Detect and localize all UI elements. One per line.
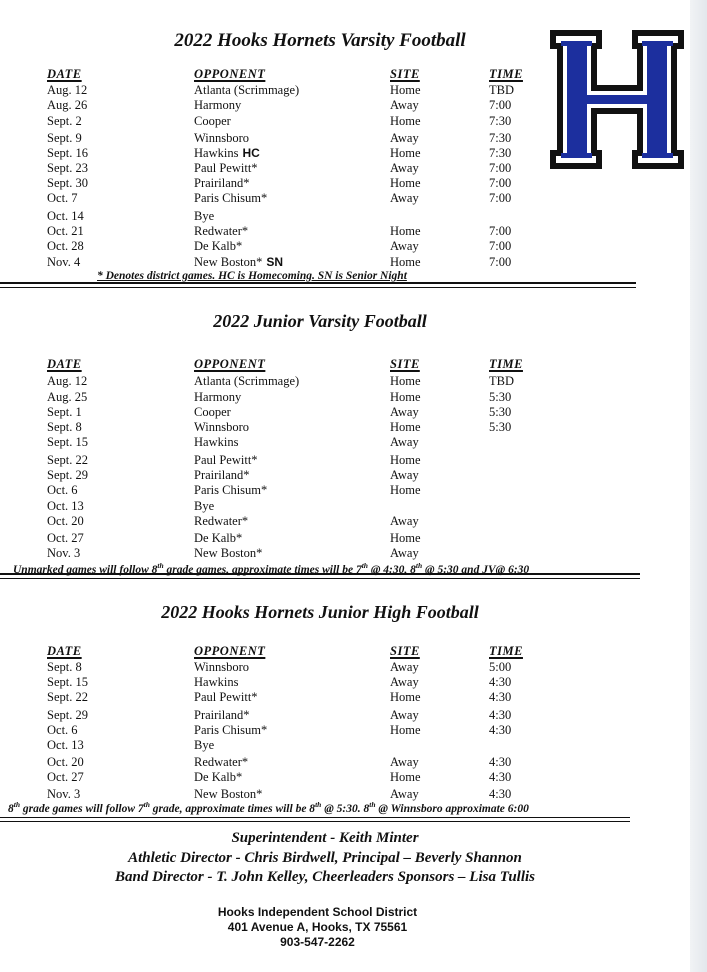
table-row	[0, 114, 690, 129]
date-cell: Oct. 13	[47, 738, 84, 752]
site-cell: Away	[390, 708, 419, 722]
opponent-cell: Redwater*	[194, 755, 249, 769]
opponent-cell: Paris Chisum*	[194, 191, 268, 205]
time-header: TIME	[489, 644, 523, 658]
divider	[0, 821, 630, 822]
divider	[0, 282, 636, 284]
table-row	[0, 499, 690, 514]
varsity-title: 2022 Hooks Hornets Varsity Football	[174, 30, 466, 51]
opponent-cell: Paris Chisum*	[194, 723, 268, 737]
table-row	[0, 146, 690, 161]
date-cell: Oct. 27	[47, 531, 84, 545]
table-row	[0, 161, 690, 176]
opponent-cell: Paul Pewitt*	[194, 690, 258, 704]
time-cell: 4:30	[489, 770, 512, 784]
band-director-line: Band Director - T. John Kelley, Cheerleaders Sponsors – Lisa Tullis	[114, 869, 536, 885]
note-text: grade games will follow 7	[20, 802, 144, 815]
opponent-cell: Prairiland*	[194, 176, 250, 190]
opponent-cell: Winnsboro	[194, 660, 250, 674]
note-text: grade games, approximate times will be 7	[163, 563, 362, 576]
superintendent-line: Superintendent - Keith Minter	[231, 830, 419, 846]
ordinal-suffix: th	[369, 800, 376, 809]
time-header: TIME	[489, 357, 523, 371]
time-cell: 4:30	[489, 690, 512, 704]
site-cell: Away	[390, 161, 419, 175]
opponent-cell: Hawkins	[194, 675, 239, 689]
note-text: Unmarked games will follow 8	[13, 563, 158, 576]
site-cell: Away	[390, 755, 419, 769]
time-cell: TBD	[489, 83, 514, 97]
ordinal-suffix: th	[361, 561, 368, 570]
divider	[0, 817, 630, 818]
site-cell: Home	[390, 453, 421, 467]
opponent-cell: Harmony	[194, 390, 242, 404]
time-cell: 7:00	[489, 224, 512, 238]
site-cell: Away	[390, 787, 419, 801]
opponent-cell: Prairiland*	[194, 468, 250, 482]
time-cell: 4:30	[489, 723, 512, 737]
school-address: 401 Avenue A, Hooks, TX 75561	[227, 920, 408, 934]
site-cell: Away	[390, 435, 419, 449]
date-cell: Oct. 28	[47, 239, 84, 253]
site-cell: Home	[390, 390, 421, 404]
table-row	[0, 468, 690, 483]
date-cell: Sept. 30	[47, 176, 88, 190]
site-cell: Home	[390, 83, 421, 97]
table-row	[0, 531, 690, 546]
opponent-header: OPPONENT	[194, 357, 266, 371]
date-cell: Sept. 22	[47, 453, 88, 467]
table-row	[0, 660, 690, 675]
site-cell: Home	[390, 224, 421, 238]
school-phone: 903-547-2262	[280, 935, 355, 949]
note-text: @ 5:30 and JV@ 6:30	[422, 563, 530, 576]
time-cell: 5:00	[489, 660, 512, 674]
time-cell: 7:00	[489, 161, 512, 175]
opponent-cell: Cooper	[194, 405, 231, 419]
date-cell: Sept. 8	[47, 420, 82, 434]
table-row	[0, 420, 690, 435]
date-cell: Oct. 13	[47, 499, 84, 513]
table-header	[0, 357, 690, 372]
opponent-cell: Redwater*	[194, 224, 249, 238]
opponent-cell: Bye	[194, 738, 215, 752]
date-cell: Sept. 23	[47, 161, 88, 175]
date-cell: Oct. 6	[47, 723, 78, 737]
site-cell: Home	[390, 146, 421, 160]
date-cell: Sept. 9	[47, 131, 82, 145]
opponent-cell: Bye	[194, 209, 215, 223]
date-cell: Sept. 22	[47, 690, 88, 704]
site-cell: Away	[390, 514, 419, 528]
jv-title: 2022 Junior Varsity Football	[213, 311, 427, 331]
site-cell: Home	[390, 723, 421, 737]
divider	[0, 578, 640, 579]
date-cell: Oct. 6	[47, 483, 78, 497]
site-header: SITE	[390, 357, 420, 371]
date-cell: Oct. 20	[47, 755, 84, 769]
ordinal-suffix: th	[415, 561, 423, 570]
table-row	[0, 755, 690, 770]
opponent-cell	[194, 146, 260, 161]
time-cell: 4:30	[489, 708, 512, 722]
time-cell: 5:30	[489, 420, 512, 434]
table-row	[0, 723, 690, 738]
site-cell: Away	[390, 546, 419, 560]
date-cell: Aug. 12	[47, 374, 88, 388]
site-cell: Away	[390, 98, 419, 112]
site-cell: Home	[390, 483, 421, 497]
date-cell: Aug. 26	[47, 98, 88, 112]
note-text: @ Winnsboro approximate 6:00	[375, 802, 529, 815]
note-text: @ 4:30, 8	[367, 563, 416, 576]
page-edge-shadow	[690, 0, 707, 972]
table-row	[0, 453, 690, 468]
opponent-header: OPPONENT	[194, 644, 266, 658]
time-cell: 7:00	[489, 191, 512, 205]
table-row	[0, 483, 690, 498]
date-cell: Oct. 14	[47, 209, 84, 223]
opponent-cell: De Kalb*	[194, 239, 243, 253]
site-header: SITE	[390, 67, 420, 81]
date-cell: Sept. 29	[47, 708, 88, 722]
table-header	[0, 67, 690, 82]
divider	[0, 573, 640, 575]
table-row	[0, 546, 690, 561]
jh-footnote	[8, 800, 529, 815]
note-text: @ 5:30. 8	[321, 802, 370, 815]
table-row	[0, 98, 690, 113]
time-cell: 5:30	[489, 390, 512, 404]
table-row	[0, 131, 690, 146]
site-cell: Away	[390, 131, 419, 145]
school-district-name: Hooks Independent School District	[217, 905, 418, 919]
date-cell: Oct. 27	[47, 770, 84, 784]
opponent-cell: Harmony	[194, 98, 242, 112]
jh-title: 2022 Hooks Hornets Junior High Football	[161, 602, 479, 622]
note-text: 8	[8, 802, 14, 815]
varsity-footnote: * Denotes district games. HC is Homecoming. SN is Senior Night	[97, 270, 407, 282]
date-header: DATE	[47, 357, 82, 371]
date-cell: Sept. 8	[47, 660, 82, 674]
time-cell: TBD	[489, 374, 514, 388]
opponent-name: Hawkins	[194, 146, 239, 160]
divider	[0, 287, 636, 288]
site-cell: Home	[390, 255, 421, 269]
date-cell: Sept. 15	[47, 435, 88, 449]
note-text: grade, approximate times will be 8	[149, 802, 316, 815]
date-cell: Sept. 29	[47, 468, 88, 482]
opponent-cell: Paul Pewitt*	[194, 161, 258, 175]
site-cell: Away	[390, 239, 419, 253]
opponent-cell: Hawkins	[194, 435, 239, 449]
table-row	[0, 675, 690, 690]
table-row	[0, 708, 690, 723]
table-row	[0, 435, 690, 450]
site-cell: Away	[390, 405, 419, 419]
opponent-cell: De Kalb*	[194, 770, 243, 784]
date-cell: Sept. 2	[47, 114, 82, 128]
opponent-cell: New Boston*	[194, 546, 263, 560]
table-row	[0, 176, 690, 191]
table-row	[0, 690, 690, 705]
time-header: TIME	[489, 67, 523, 81]
opponent-cell: Atlanta (Scrimmage)	[194, 83, 300, 97]
date-cell: Oct. 7	[47, 191, 78, 205]
site-cell: Home	[390, 374, 421, 388]
date-cell: Oct. 20	[47, 514, 84, 528]
time-cell: 5:30	[489, 405, 512, 419]
table-row	[0, 191, 690, 206]
table-row	[0, 390, 690, 405]
ordinal-suffix: th	[315, 800, 322, 809]
site-cell: Home	[390, 770, 421, 784]
date-header: DATE	[47, 67, 82, 81]
time-cell: 7:00	[489, 176, 512, 190]
table-row	[0, 514, 690, 529]
site-cell: Home	[390, 176, 421, 190]
senior-night-tag: SN	[266, 255, 284, 269]
site-cell: Home	[390, 690, 421, 704]
table-row	[0, 209, 690, 224]
site-cell: Home	[390, 531, 421, 545]
time-cell: 7:00	[489, 239, 512, 253]
date-cell: Nov. 3	[47, 787, 81, 801]
opponent-cell: Bye	[194, 499, 215, 513]
opponent-cell: Paul Pewitt*	[194, 453, 258, 467]
opponent-cell: New Boston*	[194, 787, 263, 801]
opponent-cell: De Kalb*	[194, 531, 243, 545]
time-cell: 7:30	[489, 146, 512, 160]
site-cell: Home	[390, 420, 421, 434]
date-cell: Sept. 1	[47, 405, 82, 419]
site-cell: Away	[390, 675, 419, 689]
site-cell: Home	[390, 114, 421, 128]
time-cell: 4:30	[489, 787, 512, 801]
time-cell: 7:00	[489, 255, 512, 269]
table-row	[0, 374, 690, 389]
opponent-cell: Paris Chisum*	[194, 483, 268, 497]
date-cell: Nov. 3	[47, 546, 81, 560]
ordinal-suffix: th	[157, 561, 164, 570]
table-row	[0, 738, 690, 753]
table-row	[0, 770, 690, 785]
time-cell: 7:00	[489, 98, 512, 112]
ordinal-suffix: th	[13, 800, 21, 809]
date-cell: Sept. 16	[47, 146, 88, 160]
opponent-cell: Redwater*	[194, 514, 249, 528]
table-row	[0, 255, 690, 270]
table-row	[0, 239, 690, 254]
table-row	[0, 405, 690, 420]
opponent-cell: Winnsboro	[194, 420, 250, 434]
table-row	[0, 83, 690, 98]
site-header: SITE	[390, 644, 420, 658]
opponent-cell: Prairiland*	[194, 708, 250, 722]
opponent-cell: Atlanta (Scrimmage)	[194, 374, 300, 388]
date-cell: Aug. 12	[47, 83, 88, 97]
site-cell: Away	[390, 191, 419, 205]
opponent-cell	[194, 255, 283, 270]
opponent-name: New Boston*	[194, 255, 263, 269]
date-cell: Sept. 15	[47, 675, 88, 689]
table-row	[0, 224, 690, 239]
time-cell: 4:30	[489, 675, 512, 689]
time-cell: 4:30	[489, 755, 512, 769]
opponent-cell: Winnsboro	[194, 131, 250, 145]
ordinal-suffix: th	[143, 800, 150, 809]
time-cell: 7:30	[489, 131, 512, 145]
table-header	[0, 644, 690, 659]
homecoming-tag: HC	[242, 146, 260, 160]
time-cell: 7:30	[489, 114, 512, 128]
opponent-cell: Cooper	[194, 114, 231, 128]
date-cell: Oct. 21	[47, 224, 84, 238]
date-header: DATE	[47, 644, 82, 658]
site-cell: Away	[390, 468, 419, 482]
date-cell: Aug. 25	[47, 390, 88, 404]
site-cell: Away	[390, 660, 419, 674]
date-cell: Nov. 4	[47, 255, 81, 269]
athletic-director-line: Athletic Director - Chris Birdwell, Principal – Beverly Shannon	[128, 850, 522, 866]
opponent-header: OPPONENT	[194, 67, 266, 81]
